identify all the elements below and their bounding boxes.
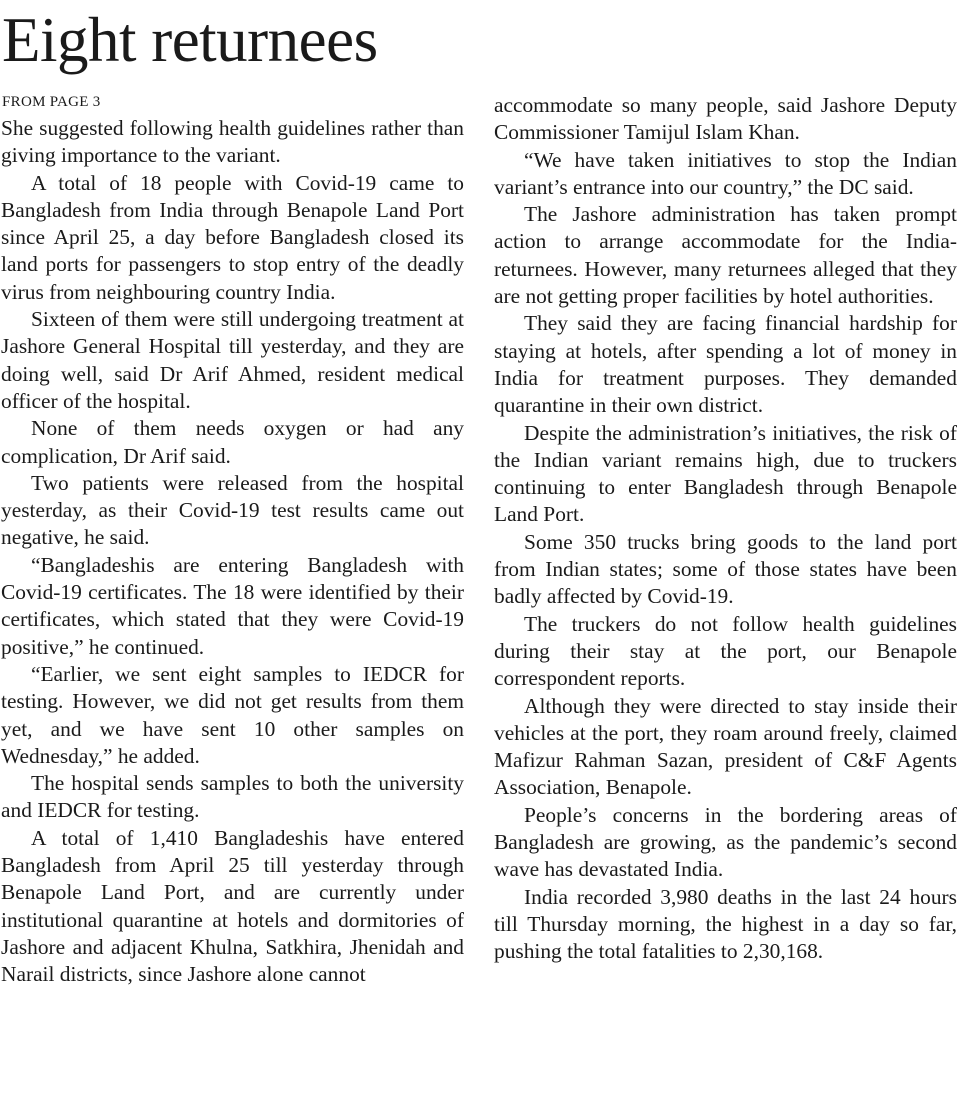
paragraph: accommodate so many people, said Jashore Deputy Commissioner Tamijul Islam Khan. bbox=[494, 93, 957, 145]
paragraph: The Jashore administration has taken prompt action to arrange accommodate for the India-returnees. However, many returnees alleged that they are not getting proper facilities by hotel authorities. bbox=[494, 202, 957, 309]
paragraph: A total of 1,410 Bangladeshis have entered Bangladesh from April 25 till yesterday through Benapole Land Port, and are currently under institutional quarantine at hotels and dormitories of Jashore and adjacent Khulna, Satkhira, Jhenidah and Narail districts, since Jashore alone cannot bbox=[1, 825, 464, 987]
paragraph: India recorded 3,980 deaths in the last 24 hours till Thursday morning, the highest in a day so far, pushing the total fatalities to 2,30,168. bbox=[494, 884, 957, 964]
paragraph: Despite the administration’s initiatives, the risk of the Indian variant remains high, due to truckers continuing to enter Bangladesh through Benapole Land Port. bbox=[494, 420, 957, 527]
paragraph: “We have taken initiatives to stop the Indian variant’s entrance into our country,” the DC said. bbox=[494, 147, 957, 199]
paragraph: A total of 18 people with Covid-19 came to Bangladesh from India through Benapole Land Port since April 25, a day before Bangladesh closed its land ports for passengers to stop entry of the deadly virus from neighbouring country India. bbox=[1, 170, 464, 304]
paragraph: People’s concerns in the bordering areas of Bangladesh are growing, as the pandemic’s second wave has devastated India. bbox=[494, 802, 957, 882]
paragraph: The hospital sends samples to both the university and IEDCR for testing. bbox=[1, 771, 464, 823]
headline: Eight returnees bbox=[2, 5, 378, 75]
paragraph: Two patients were released from the hospital yesterday, as their Covid-19 test results came out negative, he said. bbox=[1, 470, 464, 550]
paragraph: She suggested following health guidelines rather than giving importance to the variant. bbox=[1, 116, 464, 168]
paragraph: The truckers do not follow health guidelines during their stay at the port, our Benapole correspondent reports. bbox=[494, 611, 957, 691]
paragraph: They said they are facing financial hardship for staying at hotels, after spending a lot of money in India for treatment purposes. They demanded quarantine in their own district. bbox=[494, 311, 957, 418]
article-column-left bbox=[1, 115, 464, 989]
paragraph: None of them needs oxygen or had any complication, Dr Arif said. bbox=[1, 416, 464, 468]
paragraph: “Bangladeshis are entering Bangladesh with Covid-19 certificates. The 18 were identified by their certificates, which stated that they were Covid-19 positive,” he continued. bbox=[1, 552, 464, 659]
article-column-right bbox=[494, 92, 957, 966]
continuation-label: FROM PAGE 3 bbox=[2, 94, 101, 110]
paragraph: “Earlier, we sent eight samples to IEDCR for testing. However, we did not get results from them yet, and we have sent 10 other samples on Wednesday,” he added. bbox=[1, 661, 464, 768]
paragraph: Some 350 trucks bring goods to the land port from Indian states; some of those states have been badly affected by Covid-19. bbox=[494, 529, 957, 609]
paragraph: Although they were directed to stay inside their vehicles at the port, they roam around freely, claimed Mafizur Rahman Sazan, president of C&F Agents Association, Benapole. bbox=[494, 693, 957, 800]
paragraph: Sixteen of them were still undergoing treatment at Jashore General Hospital till yesterday, and they are doing well, said Dr Arif Ahmed, resident medical officer of the hospital. bbox=[1, 307, 464, 413]
